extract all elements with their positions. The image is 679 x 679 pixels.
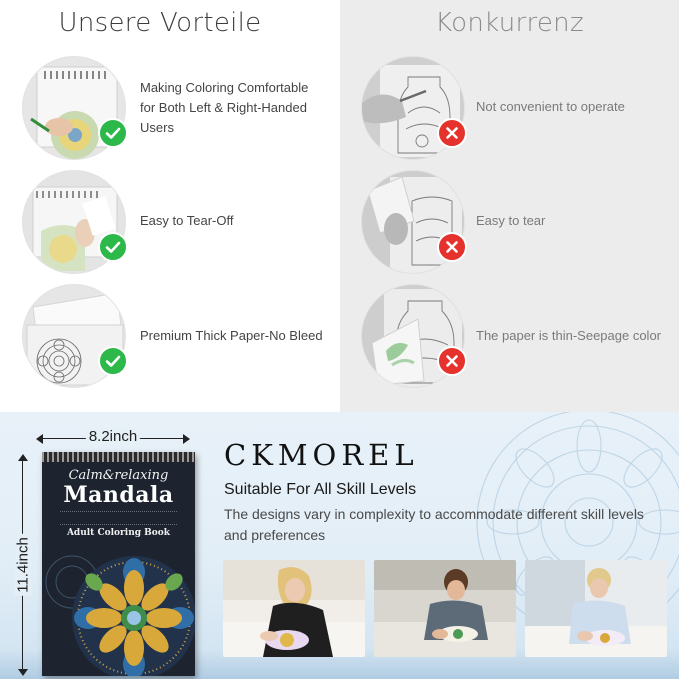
competitor-column (340, 0, 679, 412)
check-icon (98, 118, 128, 148)
competitor-title: Konkurrenz (435, 8, 584, 38)
cover-title: Mandala (63, 482, 174, 508)
competitor-text: Easy to tear (476, 213, 546, 228)
advantage-text: Making Coloring Comfortable for Both Left & Right-Handed Users (140, 80, 309, 135)
coloring-book-cover (42, 452, 195, 676)
advantage-text: Premium Thick Paper-No Bleed (140, 328, 323, 343)
competitor-row (340, 284, 679, 394)
feature-headline: Suitable For All Skill Levels (224, 481, 417, 498)
width-dimension (36, 429, 190, 449)
check-icon (98, 232, 128, 262)
height-label: 11.4inch (15, 534, 32, 596)
advantage-row (0, 170, 340, 280)
brand-name: CKMOREL (224, 438, 419, 472)
cover-fine-print (60, 511, 177, 525)
advantage-row (0, 284, 340, 394)
height-dimension (13, 454, 33, 676)
competitor-text: Not convenient to operate (476, 99, 625, 114)
cover-subtitle: Adult Coloring Book (66, 528, 171, 538)
competitor-row (340, 170, 679, 280)
cover-script-text: Calm&relaxing (68, 468, 169, 483)
feature-description: The designs vary in complexity to accommodate different skill levels and preferences (224, 506, 644, 543)
advantages-title: Unsere Vorteile (58, 8, 262, 38)
cross-icon (437, 346, 467, 376)
width-label: 8.2inch (86, 428, 140, 445)
advantages-column (0, 0, 340, 412)
cross-icon (437, 118, 467, 148)
boy-coloring-photo (374, 560, 516, 657)
competitor-text: The paper is thin-Seepage color (476, 328, 662, 343)
spiral-binding (42, 452, 195, 462)
check-icon (98, 346, 128, 376)
mandala-flower-illustration (42, 540, 195, 676)
competitor-row (340, 56, 679, 166)
woman-coloring-photo (223, 560, 365, 657)
advantage-row (0, 56, 340, 166)
senior-woman-coloring-photo (525, 560, 667, 657)
cross-icon (437, 232, 467, 262)
product-section (0, 412, 679, 679)
advantage-text: Easy to Tear-Off (140, 213, 234, 228)
